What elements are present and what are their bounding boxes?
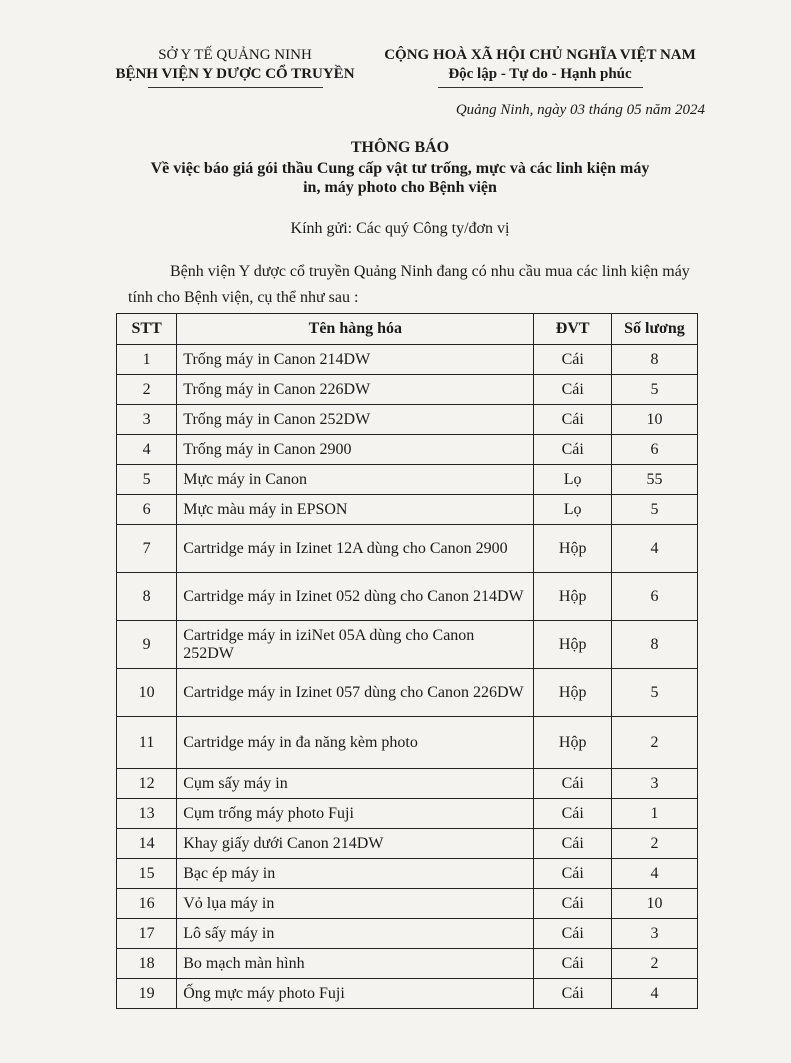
cell-stt: 15 <box>117 859 177 889</box>
cell-stt: 14 <box>117 829 177 859</box>
cell-unit: Cái <box>534 345 611 375</box>
cell-name: Mực máy in Canon <box>177 465 534 495</box>
table-row <box>117 979 698 1009</box>
cell-stt: 6 <box>117 495 177 525</box>
cell-stt: 9 <box>117 621 177 669</box>
table-row <box>117 525 698 573</box>
cell-name: Cụm trống máy photo Fuji <box>177 799 534 829</box>
cell-name: Trống máy in Canon 2900 <box>177 435 534 465</box>
cell-unit: Cái <box>534 799 611 829</box>
cell-name: Khay giấy dưới Canon 214DW <box>177 829 534 859</box>
cell-name: Cartridge máy in Izinet 12A dùng cho Canon 2900 <box>177 525 534 573</box>
cell-unit: Cái <box>534 769 611 799</box>
table-row <box>117 465 698 495</box>
cell-qty: 8 <box>611 621 697 669</box>
cell-name: Cartridge máy in đa năng kèm photo <box>177 717 534 769</box>
motto-underline <box>438 87 643 88</box>
intro-paragraph: Bệnh viện Y dược cổ truyền Quảng Ninh đang có nhu cầu mua các linh kiện máy tính cho Bệnh viện, cụ thể như sau : <box>128 263 690 306</box>
cell-name: Cartridge máy in Izinet 052 dùng cho Canon 214DW <box>177 573 534 621</box>
cell-qty: 5 <box>611 375 697 405</box>
cell-stt: 17 <box>117 919 177 949</box>
cell-stt: 13 <box>117 799 177 829</box>
cell-unit: Hộp <box>534 669 611 717</box>
issuing-agency: BỆNH VIỆN Y DƯỢC CỔ TRUYỀN <box>115 66 355 82</box>
cell-qty: 6 <box>611 573 697 621</box>
cell-unit: Lọ <box>534 465 611 495</box>
cell-unit: Cái <box>534 829 611 859</box>
cell-name: Mực màu máy in EPSON <box>177 495 534 525</box>
table-row <box>117 919 698 949</box>
cell-unit: Hộp <box>534 525 611 573</box>
table-row <box>117 495 698 525</box>
table-row <box>117 345 698 375</box>
cell-qty: 4 <box>611 979 697 1009</box>
table-row <box>117 573 698 621</box>
parent-agency: SỞ Y TẾ QUẢNG NINH <box>158 47 312 63</box>
cell-unit: Cái <box>534 405 611 435</box>
cell-qty: 10 <box>611 405 697 435</box>
cell-name: Trống máy in Canon 226DW <box>177 375 534 405</box>
cell-stt: 11 <box>117 717 177 769</box>
table-row <box>117 621 698 669</box>
cell-name: Cartridge máy in Izinet 057 dùng cho Canon 226DW <box>177 669 534 717</box>
table-row <box>117 769 698 799</box>
cell-qty: 2 <box>611 829 697 859</box>
cell-qty: 4 <box>611 859 697 889</box>
document-subtitle <box>110 159 690 197</box>
table-row <box>117 949 698 979</box>
cell-unit: Lọ <box>534 495 611 525</box>
subtitle-line-2: in, máy photo cho Bệnh viện <box>303 179 497 196</box>
recipient-line: Kính gửi: Các quý Công ty/đơn vị <box>290 220 510 237</box>
table-row <box>117 859 698 889</box>
cell-stt: 3 <box>117 405 177 435</box>
cell-name: Trống máy in Canon 252DW <box>177 405 534 435</box>
header-unit: ĐVT <box>534 314 611 345</box>
cell-unit: Cái <box>534 859 611 889</box>
table-row <box>117 717 698 769</box>
cell-name: Cartridge máy in iziNet 05A dùng cho Canon 252DW <box>177 621 534 669</box>
cell-name: Cụm sấy máy in <box>177 769 534 799</box>
cell-name: Bạc ép máy in <box>177 859 534 889</box>
cell-qty: 5 <box>611 495 697 525</box>
cell-stt: 18 <box>117 949 177 979</box>
national-motto: Độc lập - Tự do - Hạnh phúc <box>448 66 632 82</box>
cell-stt: 4 <box>117 435 177 465</box>
cell-unit: Hộp <box>534 573 611 621</box>
cell-qty: 3 <box>611 769 697 799</box>
cell-stt: 2 <box>117 375 177 405</box>
header-qty: Số lương <box>611 314 697 345</box>
cell-name: Ống mực máy photo Fuji <box>177 979 534 1009</box>
cell-qty: 2 <box>611 949 697 979</box>
cell-qty: 4 <box>611 525 697 573</box>
cell-unit: Cái <box>534 979 611 1009</box>
cell-unit: Hộp <box>534 621 611 669</box>
national-header <box>370 46 710 88</box>
cell-unit: Cái <box>534 919 611 949</box>
cell-unit: Hộp <box>534 717 611 769</box>
cell-qty: 55 <box>611 465 697 495</box>
header-stt: STT <box>117 314 177 345</box>
national-title: CỘNG HOÀ XÃ HỘI CHỦ NGHĨA VIỆT NAM <box>384 47 696 63</box>
items-table <box>116 313 698 1009</box>
table-row <box>117 799 698 829</box>
cell-qty: 3 <box>611 919 697 949</box>
table-row <box>117 375 698 405</box>
document-title: THÔNG BÁO <box>350 139 450 156</box>
table-row <box>117 829 698 859</box>
cell-qty: 1 <box>611 799 697 829</box>
cell-stt: 1 <box>117 345 177 375</box>
cell-qty: 6 <box>611 435 697 465</box>
cell-unit: Cái <box>534 889 611 919</box>
table-row <box>117 669 698 717</box>
cell-stt: 10 <box>117 669 177 717</box>
cell-unit: Cái <box>534 375 611 405</box>
cell-qty: 2 <box>611 717 697 769</box>
cell-stt: 8 <box>117 573 177 621</box>
cell-stt: 12 <box>117 769 177 799</box>
document-date: Quảng Ninh, ngày 03 tháng 05 năm 2024 <box>455 102 705 118</box>
cell-name: Vỏ lụa máy in <box>177 889 534 919</box>
cell-name: Bo mạch màn hình <box>177 949 534 979</box>
agency-header <box>100 46 370 88</box>
table-row <box>117 405 698 435</box>
cell-unit: Cái <box>534 949 611 979</box>
table-header-row <box>117 314 698 345</box>
cell-unit: Cái <box>534 435 611 465</box>
cell-stt: 19 <box>117 979 177 1009</box>
cell-stt: 5 <box>117 465 177 495</box>
agency-underline <box>148 87 323 88</box>
cell-qty: 5 <box>611 669 697 717</box>
cell-name: Lô sấy máy in <box>177 919 534 949</box>
cell-name: Trống máy in Canon 214DW <box>177 345 534 375</box>
cell-qty: 10 <box>611 889 697 919</box>
table-row <box>117 889 698 919</box>
cell-stt: 7 <box>117 525 177 573</box>
cell-qty: 8 <box>611 345 697 375</box>
subtitle-line-1: Về việc báo giá gói thầu Cung cấp vật tư trống, mực và các linh kiện máy <box>150 160 650 177</box>
cell-stt: 16 <box>117 889 177 919</box>
header-name: Tên hàng hóa <box>177 314 534 345</box>
table-row <box>117 435 698 465</box>
